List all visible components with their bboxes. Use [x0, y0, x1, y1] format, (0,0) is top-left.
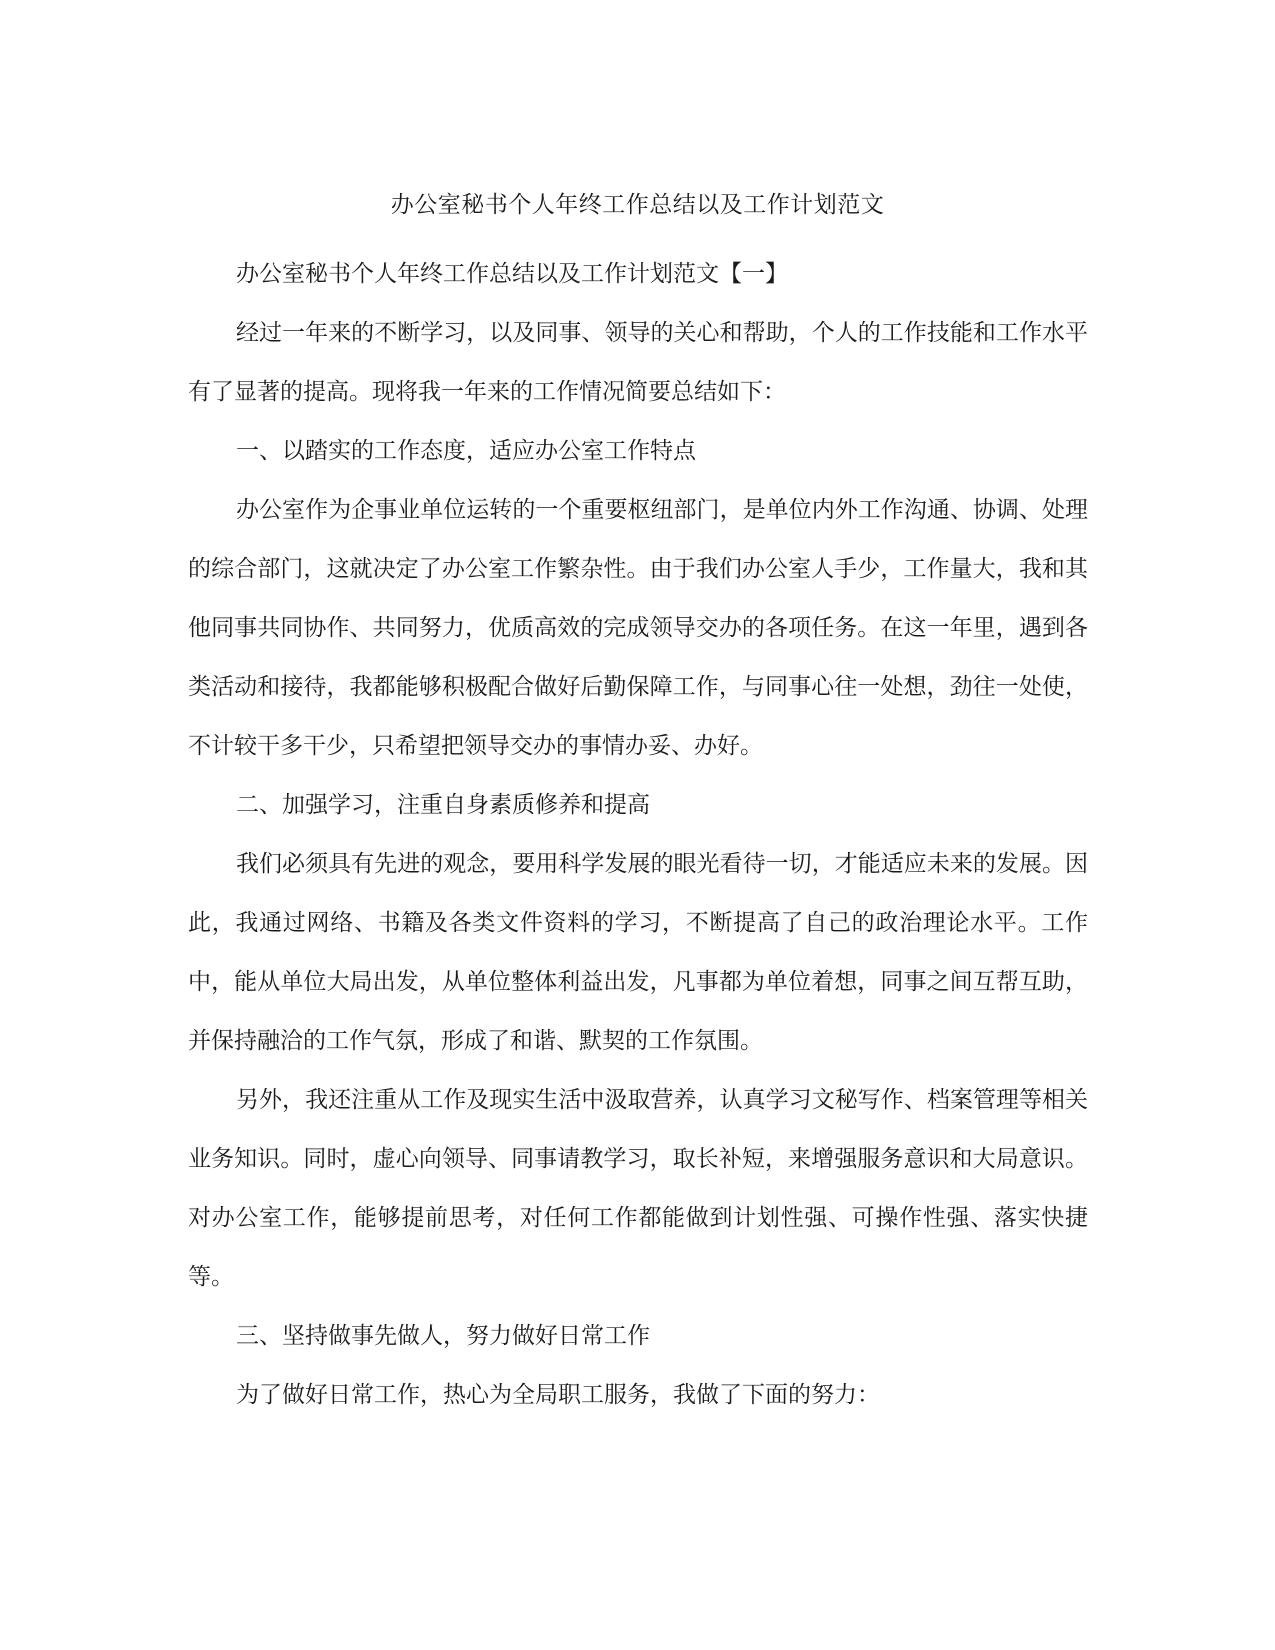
body-paragraph: 我们必须具有先进的观念，要用科学发展的眼光看待一切，才能适应未来的发展。因此，我通过网络、书籍及各类文件资料的学习，不断提高了自己的政治理论水平。工作中，能从单位大局出发，从单位整体利益出发，凡事都为单位着想，同事之间互帮互助，并保持融洽的工作气氛，形成了和谐、默契的工作氛围。	[188, 851, 1088, 1054]
document-body	[188, 245, 1088, 1425]
body-paragraph: 办公室作为企事业单位运转的一个重要枢纽部门，是单位内外工作沟通、协调、处理的综合部门，这就决定了办公室工作繁杂性。由于我们办公室人手少，工作量大，我和其他同事共同协作、共同努力，优质高效的完成领导交办的各项任务。在这一年里，遇到各类活动和接待，我都能够积极配合做好后勤保障工作，与同事心往一处想，劲往一处使，不计较干多干少，只希望把领导交办的事情办妥、办好。	[188, 497, 1088, 759]
section-heading: 一、以踏实的工作态度，适应办公室工作特点	[236, 438, 696, 464]
section-heading: 办公室秘书个人年终工作总结以及工作计划范文【一】	[236, 261, 788, 287]
body-paragraph: 另外，我还注重从工作及现实生活中汲取营养，认真学习文秘写作、档案管理等相关业务知识。同时，虚心向领导、同事请教学习，取长补短，来增强服务意识和大局意识。对办公室工作，能够提前思考，对任何工作都能做到计划性强、可操作性强、落实快捷等。	[188, 1087, 1088, 1290]
body-paragraph: 经过一年来的不断学习，以及同事、领导的关心和帮助，个人的工作技能和工作水平有了显著的提高。现将我一年来的工作情况简要总结如下：	[188, 320, 1088, 405]
document-title: 办公室秘书个人年终工作总结以及工作计划范文	[390, 192, 885, 218]
section-heading: 二、加强学习，注重自身素质修养和提高	[236, 792, 650, 818]
body-paragraph: 为了做好日常工作，热心为全局职工服务，我做了下面的努力：	[236, 1382, 880, 1408]
section-heading: 三、坚持做事先做人，努力做好日常工作	[236, 1323, 650, 1349]
